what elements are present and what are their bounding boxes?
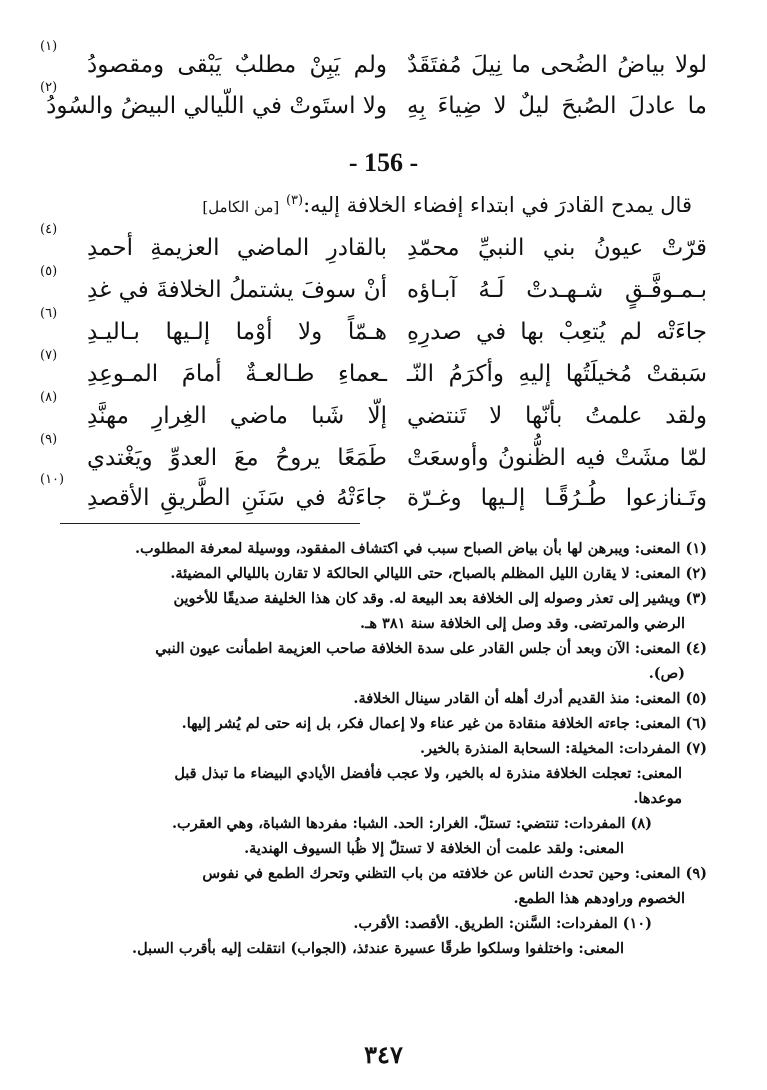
verse-line — [40, 432, 707, 478]
verse-hemistich-second: ولم يَبِنْ مطلبٌ يَبْقى ومقصودُ — [87, 52, 387, 78]
footnote-label: المعنى: — [634, 540, 681, 557]
verse-line — [40, 264, 707, 310]
footnote-text: المخيلة: السحابة المنذرة بالخير. — [419, 740, 614, 757]
poem-number: - 156 - — [348, 148, 419, 177]
footnote-number: (٤) — [685, 640, 707, 657]
footnote — [57, 911, 707, 936]
footnote-label: المعنى: — [634, 640, 681, 657]
verse-hemistich-first: بـمـوفَّـقٍ شـهـدتْ لَـهُ آبـاؤه — [407, 277, 707, 303]
footnote — [57, 686, 707, 711]
verse-hemistich-second: أنْ سوفَ يشتملُ الخلافةَ في غدِ — [87, 277, 387, 303]
footnote — [57, 936, 707, 961]
verse-line — [40, 222, 707, 268]
footnote-divider — [60, 523, 360, 524]
footnote-label: المعنى: — [578, 940, 624, 957]
footnote-text: الآن وبعد أن جلس القادر على سدة الخلافة صاحب العزيمة اطمأنت عيون النبي — [155, 640, 630, 657]
footnote-marker: (١) — [40, 39, 58, 54]
footnotes — [57, 536, 707, 961]
footnote — [57, 861, 707, 911]
verse-hemistich-first: ولقد علمتُ بأنّها لا تَنتضي — [407, 403, 707, 429]
footnote-number: (٦) — [685, 715, 707, 732]
footnote-continuation: موعدها. — [633, 790, 682, 807]
footnote-text: واختلفوا وسلكوا طرقًا عسيرة عندئذ، (الجواب) انتقلت إليه بأقرب السبل. — [132, 940, 574, 957]
footnote-number: (٧) — [685, 740, 707, 757]
footnote — [57, 711, 707, 736]
footnote-continuation: الرضي والمرتضى. وقد وصل إلى الخلافة سنة ٣٨١ هـ. — [360, 615, 685, 632]
verse-hemistich-first: جاءَتْه لم يُتعِبْ بها في صدرِهِ — [407, 319, 707, 345]
poem-intro — [202, 193, 692, 217]
footnote-number: (٨) — [630, 815, 652, 832]
footnote-marker: (٦) — [40, 306, 58, 321]
footnote-number: (١٠) — [622, 915, 652, 932]
footnote-label: المعنى: — [634, 715, 681, 732]
verse-line — [40, 39, 707, 85]
footnote-continuation: (ص). — [648, 665, 685, 682]
footnote — [57, 761, 707, 811]
footnote — [57, 586, 707, 636]
meter-label: [من الكامل] — [202, 198, 280, 216]
footnote — [57, 536, 707, 561]
verse-line — [40, 80, 707, 126]
footnote-number: (٩) — [685, 865, 707, 882]
footnote-text: ويشير إلى تعذر وصوله إلى الخلافة بعد البيعة له. وقد كان هذا الخليفة صديقًا للأخوين — [173, 590, 681, 607]
verse-hemistich-second: ـعماءِ طـالعـةٌ أمامَ المـوعِدِ — [87, 361, 387, 387]
footnote-number: (٣) — [685, 590, 707, 607]
verse-hemistich-first: سَبقتْ مُخيلَتُها إليهِ وأكرَمُ النّـ — [407, 361, 707, 387]
footnote-marker: (٢) — [40, 80, 58, 95]
verse-hemistich-second: طَمَعًا يروحُ معَ العدوِّ ويَغْتدي — [87, 445, 387, 471]
footnote-marker: (٧) — [40, 348, 58, 363]
page-number: ٣٤٧ — [364, 1040, 403, 1069]
verse-line — [40, 472, 707, 518]
footnote-label: المفردات: — [555, 915, 618, 932]
footnote-label: المعنى: — [636, 765, 682, 782]
footnote-text: منذ القديم أدرك أهله أن القادر سينال الخلافة. — [353, 690, 630, 707]
verse-hemistich-first: لمّا مشَتْ فيه الظُّنونُ وأوسعَتْ — [407, 445, 707, 471]
footnote-label: المعنى: — [578, 840, 624, 857]
intro-text: قال يمدح القادرَ في ابتداء إفضاء الخلافة إليه: — [303, 193, 692, 217]
footnote-marker: (٣) — [285, 193, 304, 208]
footnote-number: (١) — [685, 540, 707, 557]
verse-hemistich-second: إلّا شَبا ماضي الغِرارِ مهنَّدِ — [87, 403, 387, 429]
footnote-label: المعنى: — [634, 565, 681, 582]
footnote-text: تعجلت الخلافة منذرة له بالخير، ولا عجب فأفضل الأيادي البيضاء ما تبذل قبل — [174, 765, 632, 782]
footnote-label: المفردات: — [618, 740, 681, 757]
footnote-label: المعنى: — [634, 690, 681, 707]
footnote-text: لا يقارن الليل المظلم بالصباح، حتى الليالي الحالكة لا تقارن بالليالي المضيئة. — [170, 565, 630, 582]
footnote-label: المعنى: — [634, 865, 681, 882]
verse-hemistich-first: لولا بياضُ الضُحى ما نِيلَ مُفتَقَدٌ — [407, 52, 707, 78]
footnote-number: (٥) — [685, 690, 707, 707]
footnote-marker: (٥) — [40, 264, 58, 279]
verse-hemistich-second: ولا استَوتْ في اللّيالي البيضُ والسُودُ — [46, 93, 387, 119]
footnote-text: تنتضي: تستلّ. الغرار: الحد. الشبا: مفردها الشباة، وهي العقرب. — [172, 815, 559, 832]
footnote — [57, 736, 707, 761]
footnote — [57, 836, 707, 861]
footnote — [57, 636, 707, 686]
footnote-text: ولقد علمت أن الخلافة لا تستلّ إلا ظُبا السيوف الهندية. — [244, 840, 574, 857]
verse-hemistich-second: بالقادرِ الماضي العزيمةِ أحمدِ — [87, 235, 387, 261]
footnote — [57, 561, 707, 586]
footnote-text: جاءته الخلافة منقادة من غير عناء ولا إعمال فكر، بل إنه حتى لم يُشر إليها. — [181, 715, 630, 732]
footnote-marker: (١٠) — [40, 472, 65, 487]
verse-hemistich-first: وتَـنازعوا طُـرُقًـا إلـيها وغـرّة — [407, 485, 707, 511]
verse-hemistich-first: قرّتْ عيونُ بني النبيِّ محمّدِ — [407, 235, 707, 261]
footnote-text: ويبرهن لها بأن بياض الصباح سبب في اكتشاف المفقود، ووسيلة لمعرفة المطلوب. — [134, 540, 630, 557]
footnote — [57, 811, 707, 836]
verse-hemistich-second: هـمّاً ولا أوْما إلـيها بـاليـدِ — [87, 319, 387, 345]
footnote-text: وحين تحدث الناس عن خلافته من باب التظني وتحرك الطمع في نفوس — [202, 865, 630, 882]
footnote-marker: (٨) — [40, 390, 58, 405]
footnote-marker: (٩) — [40, 432, 58, 447]
footnote-number: (٢) — [685, 565, 707, 582]
verse-line — [40, 348, 707, 394]
footnote-text: السَّنن: الطريق. الأقصد: الأقرب. — [353, 915, 551, 932]
verse-line — [40, 390, 707, 436]
verse-hemistich-first: ما عادلَ الصُبحَ ليلٌ لا ضِياءَ بِهِ — [407, 93, 707, 119]
verse-line — [40, 306, 707, 352]
footnote-continuation: الخصوم وراودهم هذا الطمع. — [513, 890, 685, 907]
verse-hemistich-second: جاءَتْهُ في سَنَنِ الطَّريقِ الأقصدِ — [87, 485, 387, 511]
footnote-marker: (٤) — [40, 222, 58, 237]
footnote-label: المفردات: — [563, 815, 626, 832]
